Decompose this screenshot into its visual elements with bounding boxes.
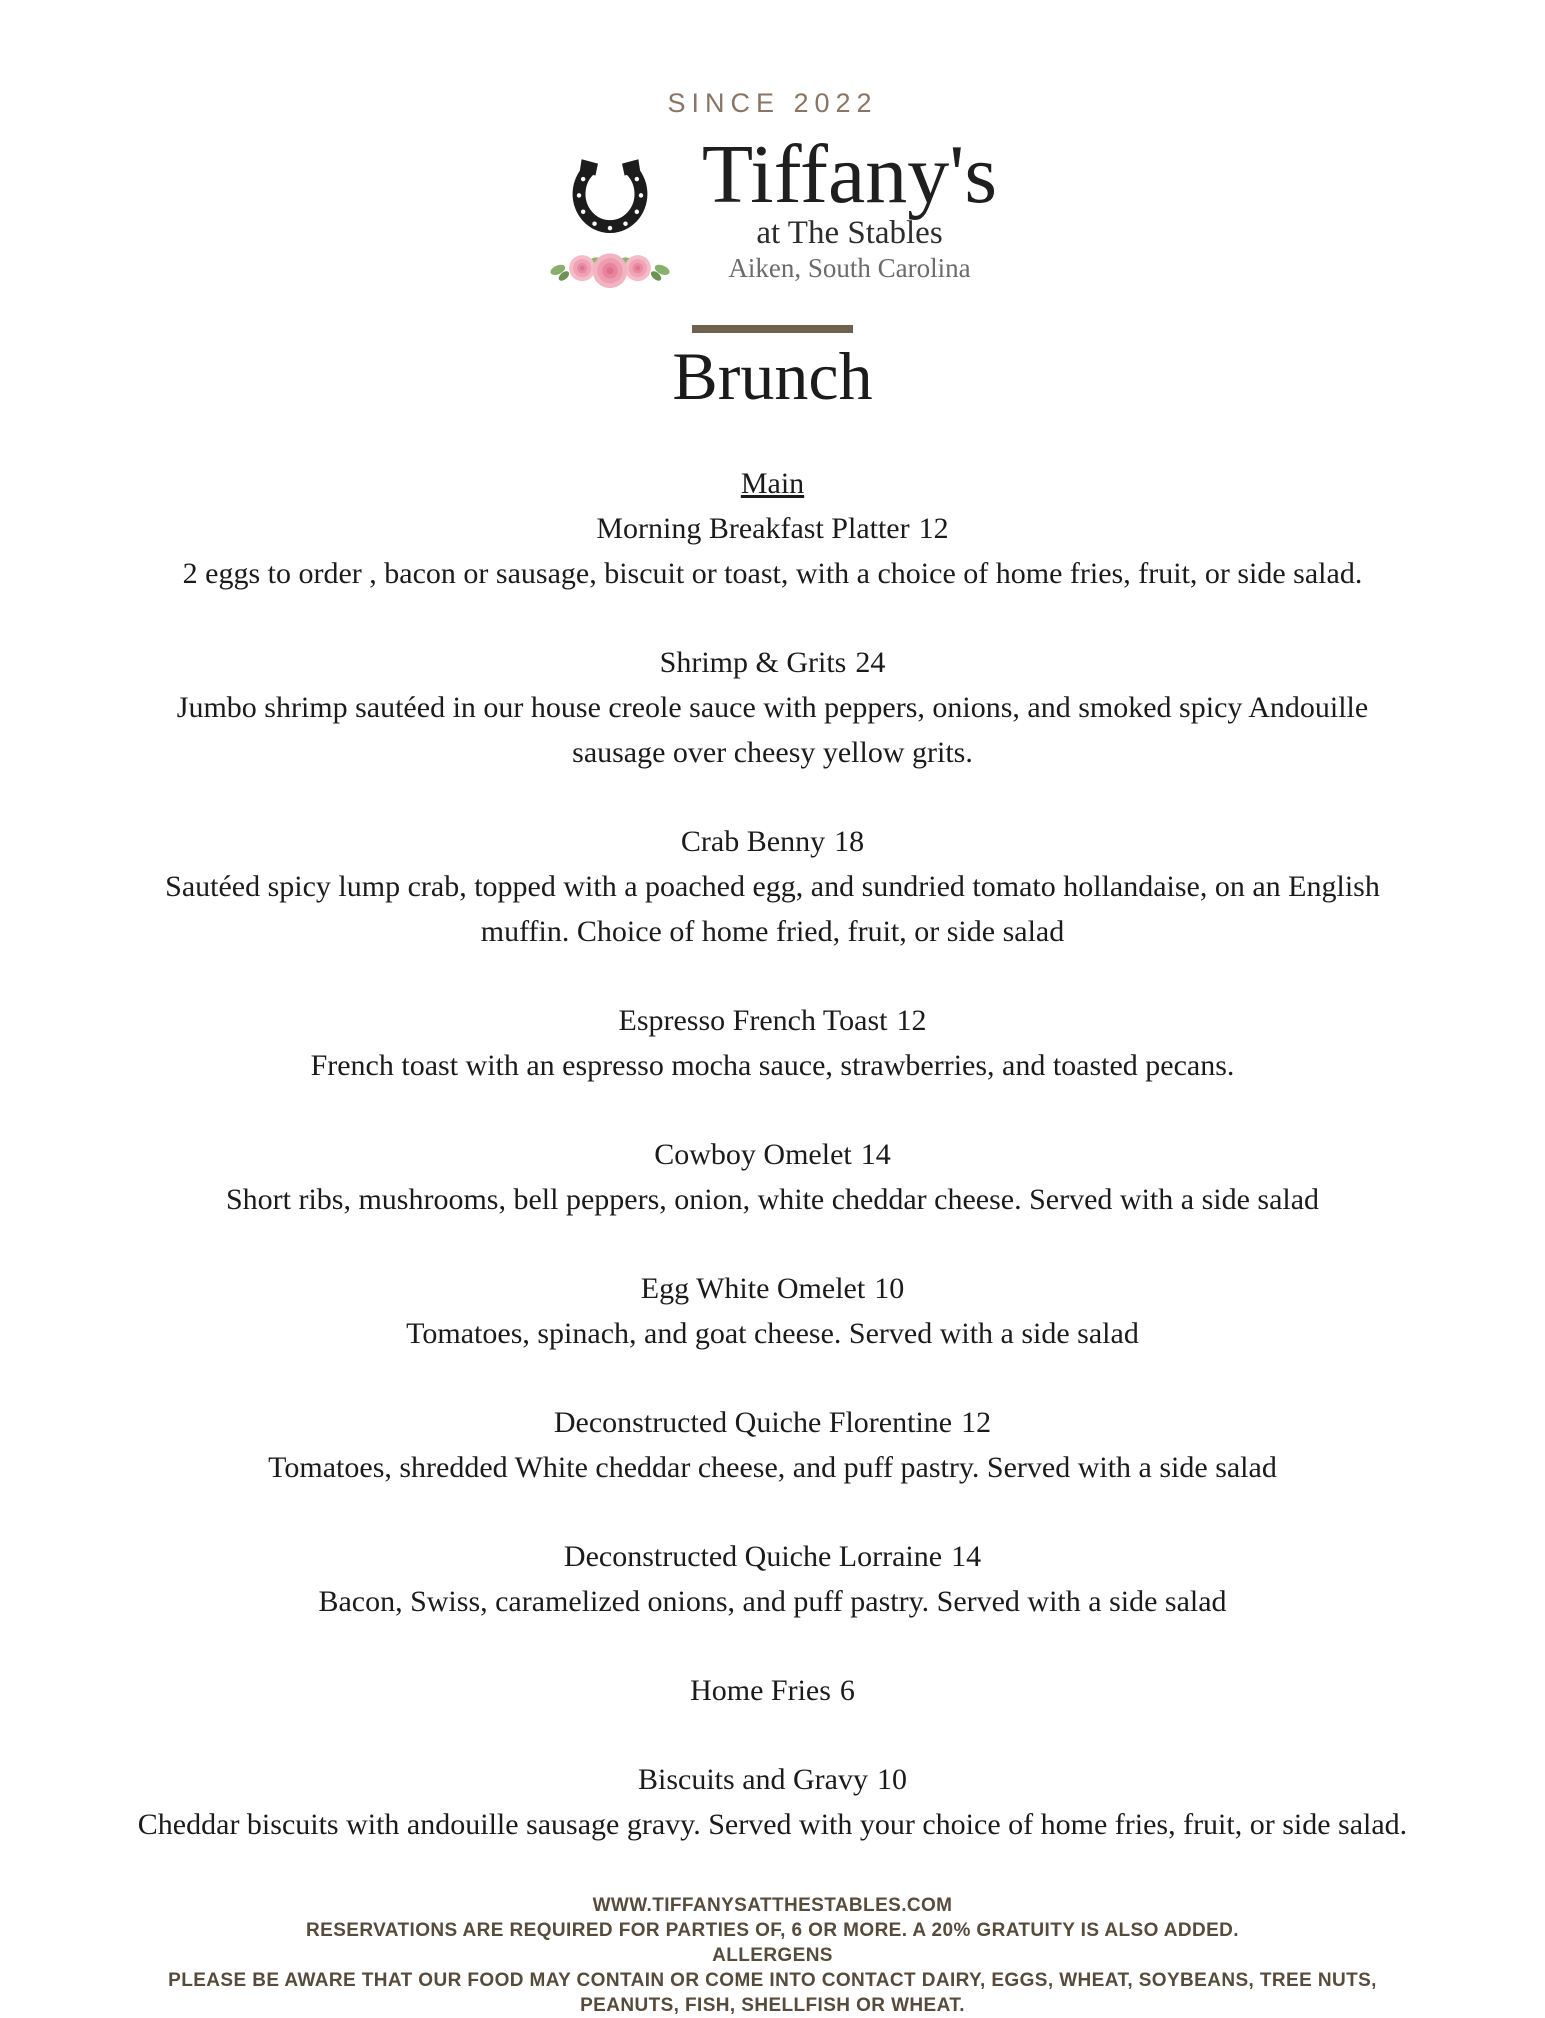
menu-item-title: [0, 998, 1545, 1043]
menu-item-description-line: Jumbo shrimp sautéed in our house creole sauce with peppers, onions, and smoked spicy Andouille: [176, 690, 1369, 724]
menu-item: [0, 1534, 1545, 1624]
menu-body: [0, 461, 1545, 1847]
menu-item-name: Home Fries: [690, 1673, 831, 1707]
logo: [0, 128, 1545, 315]
menu-item-description-line: Short ribs, mushrooms, bell peppers, onion, white cheddar cheese. Served with a side salad: [225, 1182, 1320, 1216]
footer-reservations: RESERVATIONS ARE REQUIRED FOR PARTIES OF, 6 OR MORE. A 20% GRATUITY IS ALSO ADDED.: [306, 1919, 1239, 1941]
menu-item-name: Shrimp & Grits: [659, 645, 847, 679]
menu-item-name: Deconstructed Quiche Lorraine: [563, 1539, 943, 1573]
menu-item: [0, 506, 1545, 596]
menu-item-price: 10: [874, 1271, 905, 1305]
menu-item-description-line: Sautéed spicy lump crab, topped with a poached egg, and sundried tomato hollandaise, on an English: [165, 869, 1380, 903]
menu-item: [0, 998, 1545, 1088]
menu-item: [0, 819, 1545, 954]
since-text: SINCE 2022: [667, 88, 878, 118]
menu-item-name: Deconstructed Quiche Florentine: [553, 1405, 953, 1439]
logo-subtitle: at The Stables: [756, 215, 943, 251]
menu-item: [0, 1400, 1545, 1490]
menu-item: [0, 1132, 1545, 1222]
menu-section-label: Main: [740, 466, 805, 500]
menu-item-title: [0, 506, 1545, 551]
menu-item-title: [0, 640, 1545, 685]
roses-icon: [548, 249, 672, 289]
footer-allergens-line: PEANUTS, FISH, SHELLFISH OR WHEAT.: [580, 1994, 965, 2016]
menu-item: [0, 1757, 1545, 1847]
menu-item-title: [0, 1400, 1545, 1445]
menu-item-title: [0, 1534, 1545, 1579]
footer: [0, 1893, 1545, 2018]
menu-item-name: Crab Benny: [680, 824, 826, 858]
menu-item-name: Egg White Omelet: [640, 1271, 866, 1305]
footer-allergens-line: PLEASE BE AWARE THAT OUR FOOD MAY CONTAIN OR COME INTO CONTACT DAIRY, EGGS, WHEAT, SOYBEANS, TREE NUTS,: [168, 1969, 1377, 1991]
menu-item-price: 12: [961, 1405, 992, 1439]
menu-item-description-line: Tomatoes, spinach, and goat cheese. Served with a side salad: [406, 1316, 1139, 1350]
menu-item-title: [0, 819, 1545, 864]
horseshoe-icon: [567, 149, 653, 247]
logo-graphic: [548, 137, 672, 289]
menu-item-price: 14: [860, 1137, 891, 1171]
menu-item-title: [0, 1757, 1545, 1802]
menu-item-price: 18: [834, 824, 865, 858]
logo-location: Aiken, South Carolina: [728, 253, 971, 283]
menu-item-name: Cowboy Omelet: [654, 1137, 852, 1171]
menu-item-name: Morning Breakfast Platter: [596, 511, 910, 545]
menu-item-title: [0, 1266, 1545, 1311]
header-divider: [692, 325, 853, 333]
menu-item-price: 12: [896, 1003, 927, 1037]
page-title: Brunch: [672, 338, 873, 414]
menu-item-name: Espresso French Toast: [618, 1003, 888, 1037]
footer-website: WWW.TIFFANYSATTHESTABLES.COM: [592, 1894, 953, 1916]
menu-item-price: 10: [876, 1762, 907, 1796]
header: [0, 0, 1545, 333]
logo-text: [701, 128, 998, 283]
menu-item-description-line: Cheddar biscuits with andouille sausage gravy. Served with your choice of home fries, fruit, or side salad.: [137, 1807, 1408, 1841]
menu-item-name: Biscuits and Gravy: [638, 1762, 868, 1796]
menu-item-description-line: sausage over cheesy yellow grits.: [572, 735, 973, 769]
menu-item: [0, 1266, 1545, 1356]
menu-item-description-line: 2 eggs to order , bacon or sausage, biscuit or toast, with a choice of home fries, fruit, or side salad.: [182, 556, 1363, 590]
menu-item-title: [0, 1132, 1545, 1177]
menu-item-description-line: Tomatoes, shredded White cheddar cheese, and puff pastry. Served with a side salad: [268, 1450, 1277, 1484]
menu-item-description-line: Bacon, Swiss, caramelized onions, and puff pastry. Served with a side salad: [318, 1584, 1227, 1618]
menu-item-description-line: muffin. Choice of home fried, fruit, or side salad: [480, 914, 1065, 948]
menu-item: [0, 640, 1545, 775]
menu-item-price: 12: [918, 511, 949, 545]
menu-item-description-line: French toast with an espresso mocha sauce, strawberries, and toasted pecans.: [310, 1048, 1235, 1082]
menu-item: [0, 1668, 1545, 1713]
footer-allergens-heading: ALLERGENS: [712, 1944, 833, 1966]
menu-item-price: 6: [839, 1673, 855, 1707]
logo-title: Tiffany's: [701, 128, 998, 221]
menu-item-title: [0, 1668, 1545, 1713]
menu-item-price: 14: [951, 1539, 982, 1573]
menu-item-price: 24: [855, 645, 886, 679]
